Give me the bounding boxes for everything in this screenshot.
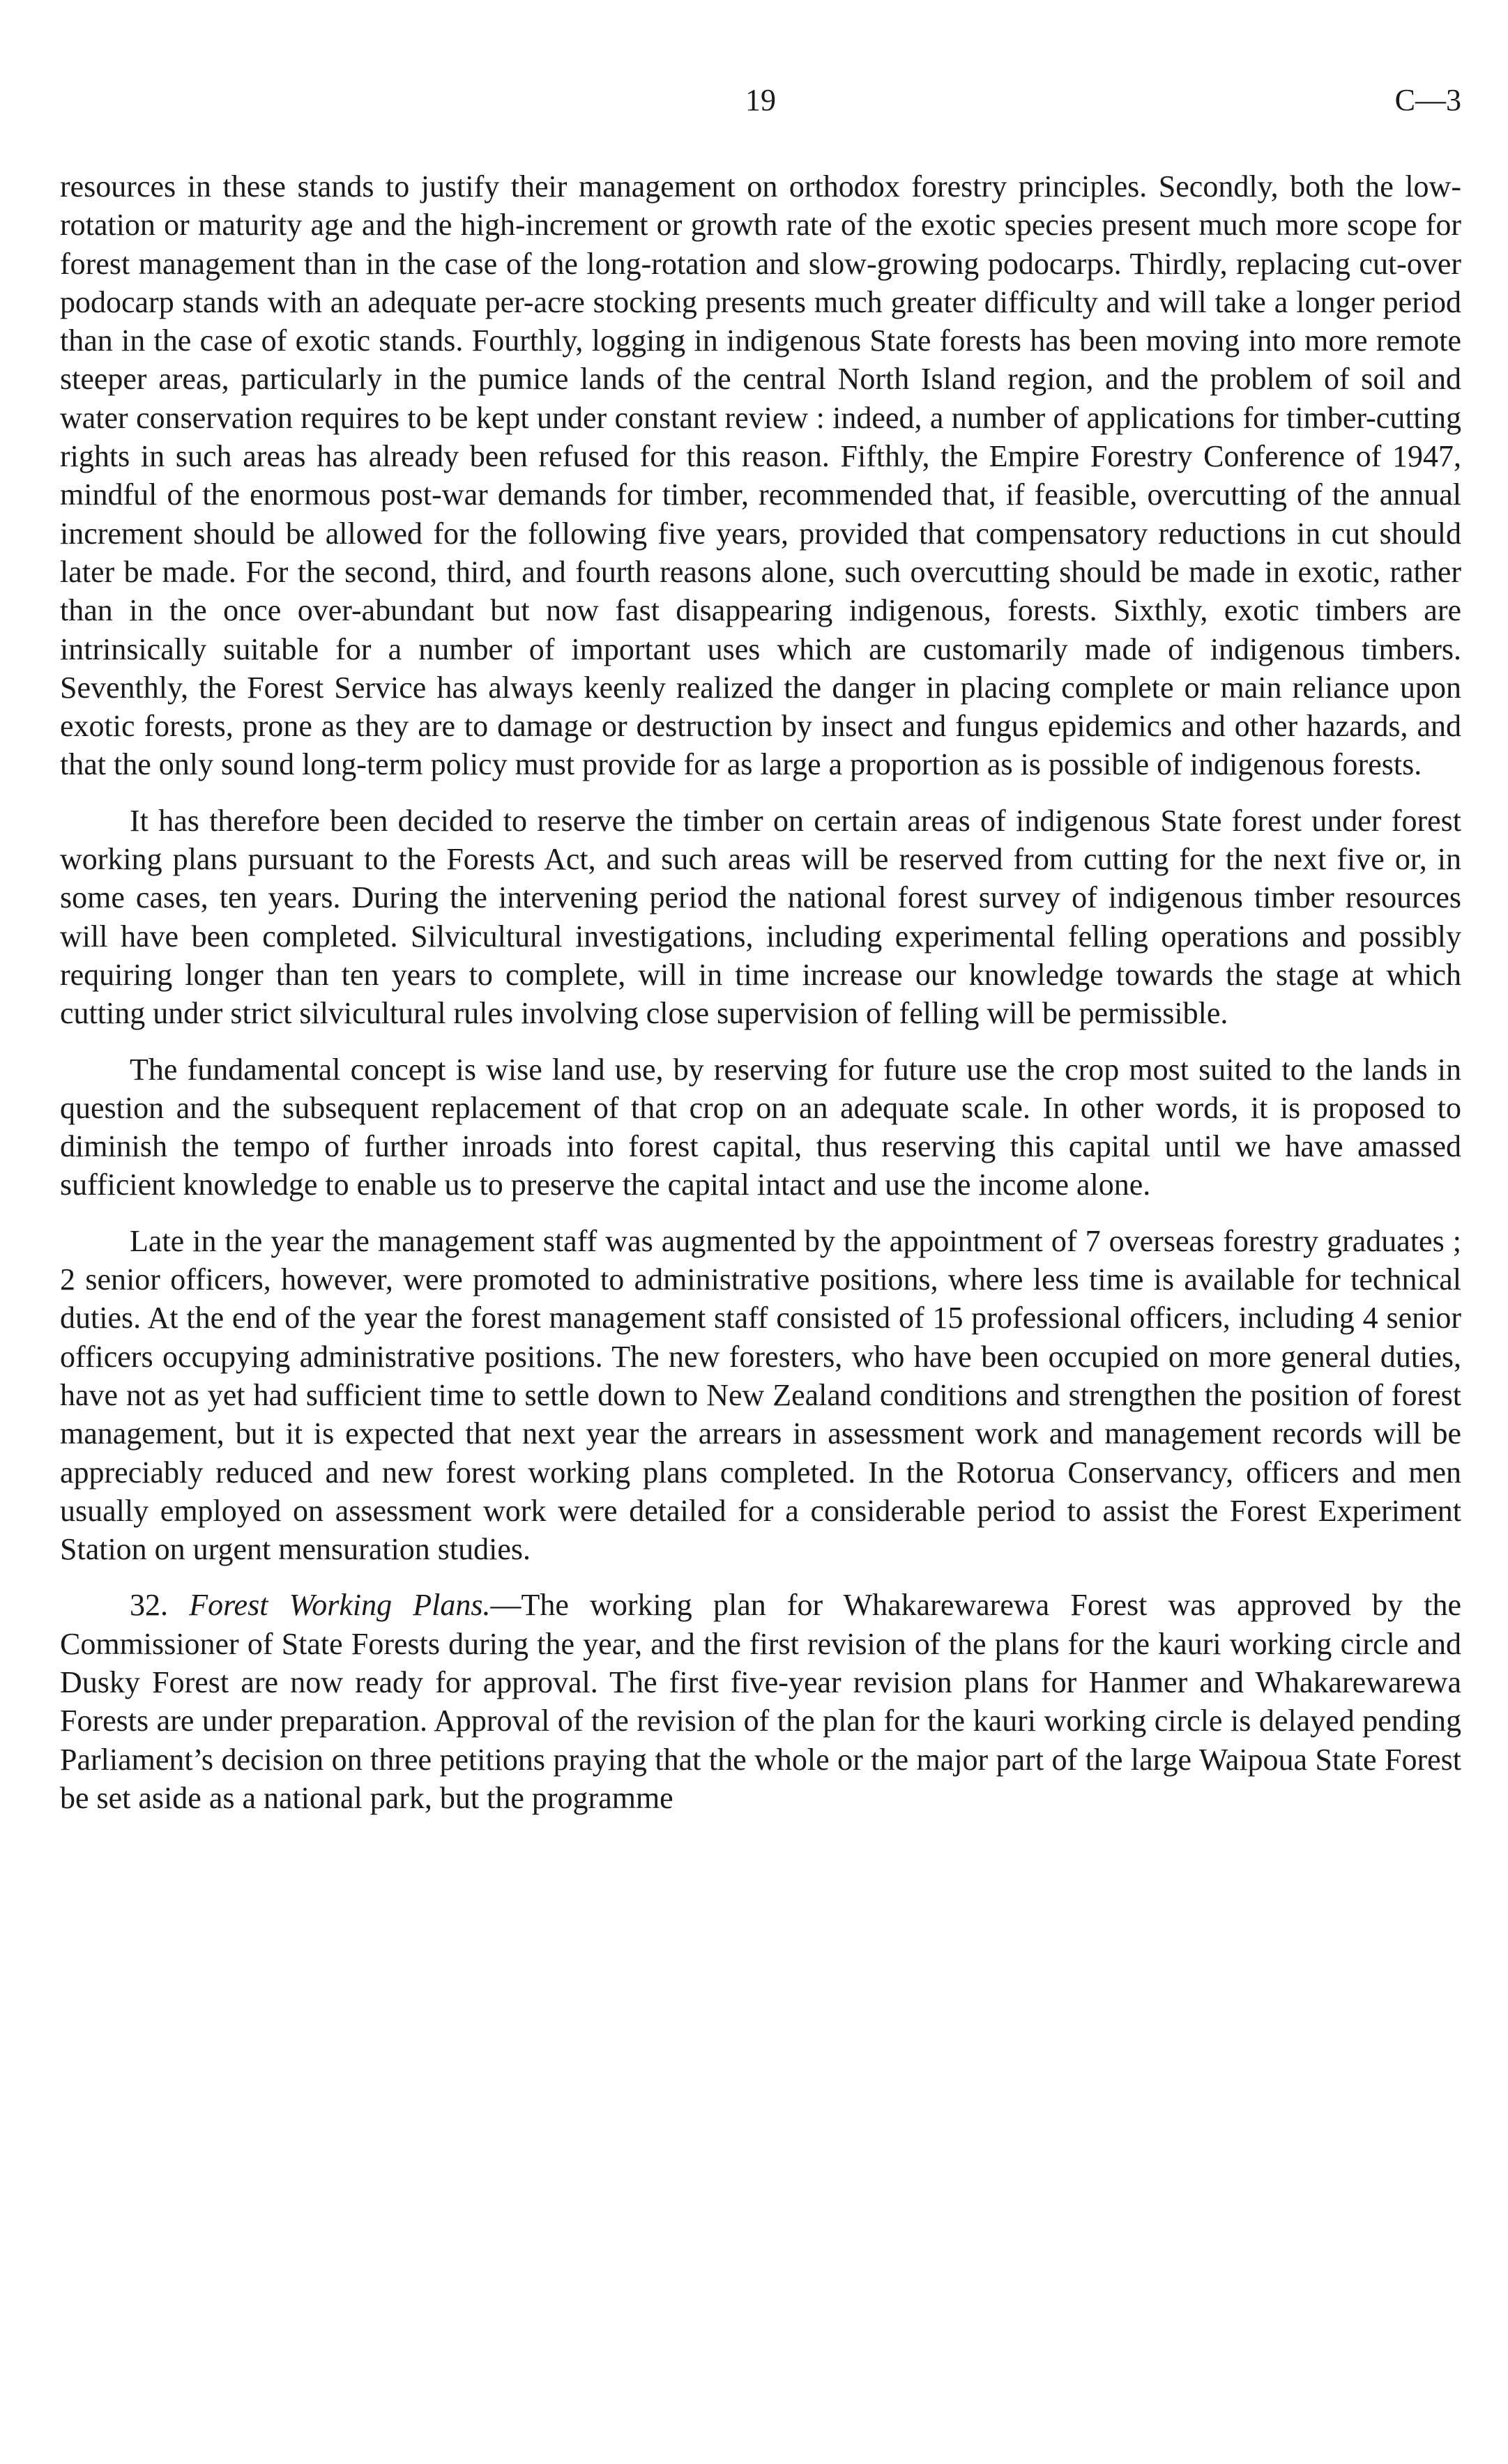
page-number: 19 [745, 83, 776, 117]
document-reference: C—3 [1394, 83, 1461, 117]
paragraph-reservation-decision: It has therefore been decided to reserve the timber on certain areas of indigenous State forest under forest working plans pursuant to the Forests Act, and such areas will be reserved from cutting for the next five or, in some cases, ten years. During the intervening period the national forest survey of indigenous timber resources will have been completed. Silvicultural investigations, including experimental felling operations and possibly requiring longer than ten years to complete, will in time increase our knowledge towards the stage at which cutting under strict silvicultural rules involving close supervision of felling will be permissible. [60, 803, 1461, 1031]
section-title: Forest Working Plans. [189, 1588, 491, 1623]
section-text: —The working plan for Whakarewarewa Forest was approved by the Commissioner of State Forests during the year, and the first revision of the plans for the kauri working circle and Dusky Forest are now ready for approval. The first five-year revision plans for Hanmer and Whakarewarewa Forests are under preparation. Approval of the revision of the plan for the kauri working circle is delayed pending Parliament’s decision on three petitions praying that the whole or the major part of the large Waipoua State Forest be set aside as a national park, but the programme [60, 1588, 1461, 1815]
page-header [60, 82, 1461, 124]
section-32-paragraph [60, 1586, 1461, 1817]
body-text [60, 167, 1461, 1835]
paragraph-management-staff: Late in the year the management staff was augmented by the appointment of 7 overseas forestry graduates ; 2 senior officers, however, were promoted to administrative positions, where less time is available for technical duties. At the end of the year the forest management staff consisted of 15 professional officers, including 4 senior officers occupying administrative positions. The new foresters, who have been occupied on more general duties, have not as yet had sufficient time to settle down to New Zealand conditions and strengthen the position of forest management, but it is expected that next year the arrears in assessment work and management records will be appreciably reduced and new forest working plans completed. In the Rotorua Conservancy, officers and men usually employed on assessment work were detailed for a considerable period to assist the Forest Experiment Station on urgent mensuration studies. [60, 1223, 1461, 1567]
section-number: 32. [130, 1588, 168, 1623]
paragraph-land-use-concept: The fundamental concept is wise land use, by reserving for future use the crop most suited to the lands in question and the subsequent replacement of that crop on an adequate scale. In other words, it is proposed to diminish the tempo of further inroads into forest capital, thus reserving this capital until we have amassed sufficient knowledge to enable us to preserve the capital intact and use the income alone. [60, 1052, 1461, 1202]
paragraph-continuation: resources in these stands to justify their management on orthodox forestry principles. Secondly, both the low-rotation or maturity age and the high-increment or growth rate of the exotic species present much more scope for forest management than in the case of the long-rotation and slow-growing podocarps. Thirdly, replacing cut-over podocarp stands with an adequate per-acre stocking presents much greater difficulty and will take a longer period than in the case of exotic stands. Fourthly, logging in indigenous State forests has been moving into more remote steeper areas, particularly in the pumice lands of the central North Island region, and the problem of soil and water conservation requires to be kept under constant review : indeed, a number of applications for timber-cutting rights in such areas has already been refused for this reason. Fifthly, the Empire Forestry Conference of 1947, mindful of the enormous post-war demands for timber, recommended that, if feasible, overcutting of the annual increment should be allowed for the following five years, provided that compensatory reductions in cut should later be made. For the second, third, and fourth reasons alone, such overcutting should be made in exotic, rather than in the once over-abundant but now fast disappearing indigenous, forests. Sixthly, exotic timbers are intrinsically suitable for a number of important uses which are customarily made of indigenous timbers. Seventhly, the Forest Service has always keenly realized the danger in placing complete or main reliance upon exotic forests, prone as they are to damage or destruction by insect and fungus epidemics and other hazards, and that the only sound long-term policy must provide for as large a proportion as is possible of indigenous forests. [60, 169, 1461, 782]
